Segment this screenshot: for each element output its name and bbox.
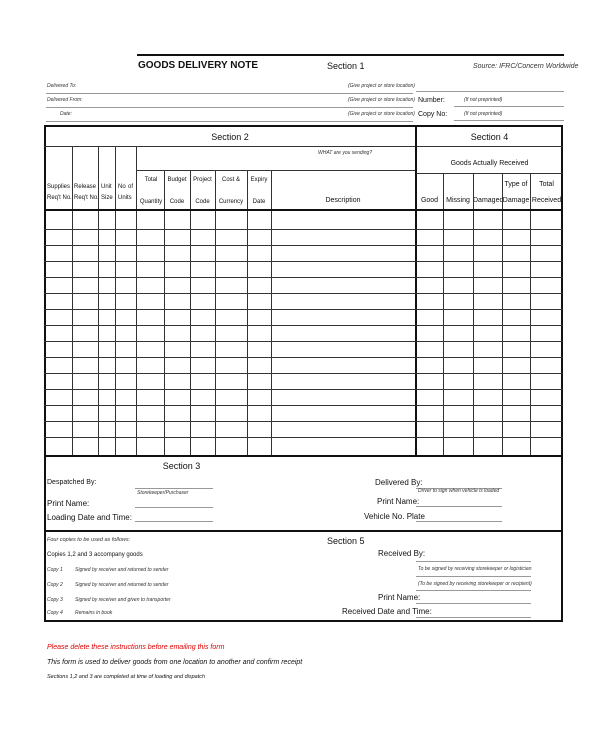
- table-row[interactable]: [44, 357, 563, 358]
- col-description: Description: [325, 197, 361, 204]
- copy4-label: Copy 4: [47, 610, 63, 616]
- receiving-rule2: [416, 590, 531, 591]
- four-copies-note: Four copies to be used as follows:: [47, 537, 131, 543]
- print-name-left-label: Print Name:: [47, 499, 90, 508]
- copy4-text: Remains in book: [75, 610, 113, 616]
- col-received: Received: [531, 197, 562, 204]
- table-bottom-rule: [44, 455, 563, 457]
- table-row[interactable]: [44, 341, 563, 342]
- col-size: Size: [101, 195, 113, 201]
- table-row[interactable]: [44, 325, 563, 326]
- delivered-from-label: Delivered From:: [47, 97, 83, 103]
- col-budget-code: Code: [169, 199, 185, 205]
- print-name-left-field[interactable]: [135, 507, 213, 508]
- delivered-to-label: Delivered To:: [47, 83, 77, 89]
- copyno-hint: (If not preprinted): [464, 111, 503, 117]
- vehicle-label: Vehicle No. Plate: [364, 512, 425, 521]
- col-line: [190, 170, 191, 455]
- col-line: [502, 173, 503, 455]
- receiving-hint: To be signed by receiving storekeeper or logistician: [418, 566, 532, 572]
- col-line: [98, 146, 99, 455]
- despatched-by-field[interactable]: [135, 488, 213, 489]
- completed-note: Sections 1,2 and 3 are completed at time of loading and dispatch: [47, 674, 206, 680]
- col-type: Type: [504, 181, 520, 188]
- title-rule: [137, 54, 564, 56]
- goods-received-rule: [416, 173, 563, 174]
- header-bottom-rule: [44, 209, 563, 211]
- section-header-rule: [44, 146, 563, 147]
- receiving-rule: [416, 576, 531, 577]
- col-units: Units: [118, 195, 132, 201]
- col-line: [271, 170, 272, 455]
- date-hint: (Give project or store location): [348, 111, 415, 117]
- despatched-by-label: Despatched By:: [47, 479, 97, 486]
- received-date-field[interactable]: [416, 617, 531, 618]
- print-name-s5-field[interactable]: [416, 603, 531, 604]
- red-note: Please delete these instructions before emailing this form: [47, 644, 225, 651]
- table-row[interactable]: [44, 309, 563, 310]
- col-date: Date: [252, 199, 266, 205]
- col-budget: Budget: [167, 177, 187, 183]
- date-field[interactable]: [46, 121, 413, 122]
- driver-hint: Driver to sign when vehicle is loaded: [418, 488, 500, 494]
- table-row[interactable]: [44, 389, 563, 390]
- col-line: [115, 146, 116, 455]
- col-quantity: Quantity: [139, 199, 163, 205]
- received-by-field[interactable]: [416, 561, 531, 562]
- col-currency: Currency: [218, 199, 244, 205]
- loading-label: Loading Date and Time:: [47, 513, 132, 522]
- copy1-text: Signed by receiver and returned to sender: [75, 567, 169, 573]
- date-label: Date:: [60, 111, 72, 117]
- col-line: [215, 170, 216, 455]
- col-no: No: [118, 184, 126, 190]
- receiving-hint2: (To be signed by receiving storekeeper or recipient): [418, 581, 532, 587]
- goods-received-label: Goods Actually Received: [450, 160, 529, 167]
- sub-header-rule: [136, 170, 415, 171]
- col-release2: Req't No.: [74, 195, 99, 201]
- storekeeper-hint: Storekeeper/Purchaser: [137, 490, 189, 496]
- col-of-damage: of: [521, 181, 528, 188]
- col-reqt: Req't No.: [47, 195, 72, 201]
- table-row[interactable]: [44, 261, 563, 262]
- col-line: [136, 146, 137, 455]
- print-name-s5-label: Print Name:: [378, 593, 421, 602]
- col-line: [247, 170, 248, 455]
- purpose-note: This form is used to deliver goods from one location to another and confirm receipt: [47, 659, 303, 666]
- number-hint: (If not preprinted): [464, 97, 503, 103]
- col-good: Good: [420, 197, 439, 204]
- copy2-label: Copy 2: [47, 582, 63, 588]
- col-total: Total: [144, 177, 158, 183]
- number-label: Number:: [418, 97, 445, 104]
- col-project-code: Code: [195, 199, 210, 205]
- table-row[interactable]: [44, 373, 563, 374]
- col-line: [473, 173, 474, 455]
- section1-label: Section 1: [327, 61, 365, 71]
- copyno-label: Copy No:: [418, 111, 448, 118]
- table-row[interactable]: [44, 437, 563, 438]
- table-row[interactable]: [44, 293, 563, 294]
- col-type-of: [502, 181, 530, 188]
- number-field[interactable]: [454, 106, 564, 107]
- received-date-label: Received Date and Time:: [342, 607, 432, 616]
- vehicle-field[interactable]: [416, 521, 502, 522]
- col-project: Project: [193, 177, 212, 183]
- table-row[interactable]: [44, 405, 563, 406]
- delivered-from-field[interactable]: [46, 107, 413, 108]
- received-by-label: Received By:: [378, 549, 426, 558]
- section5-label: Section 5: [327, 536, 365, 546]
- section3-label: Section 3: [162, 461, 201, 471]
- col-damage: Damage: [502, 197, 530, 204]
- table-row[interactable]: [44, 245, 563, 246]
- col-line: [72, 146, 73, 455]
- table-row[interactable]: [44, 229, 563, 230]
- col-line: [530, 173, 531, 455]
- copies-accompany-note: Copies 1,2 and 3 accompany goods: [47, 552, 143, 558]
- col-line: [164, 170, 165, 455]
- loading-field[interactable]: [135, 521, 213, 522]
- print-name-right-field[interactable]: [416, 506, 502, 507]
- col-damaged: Damaged: [473, 197, 504, 204]
- print-name-right-label: Print Name:: [377, 497, 420, 506]
- col-cost: Cost &: [221, 177, 240, 183]
- table-row[interactable]: [44, 277, 563, 278]
- source-rule: [416, 91, 564, 92]
- col-of: of: [128, 184, 134, 190]
- copy3-label: Copy 3: [47, 597, 63, 603]
- page-title: GOODS DELIVERY NOTE: [138, 60, 259, 71]
- section4-label: Section 4: [470, 132, 509, 142]
- copy2-text: Signed by receiver and returned to sender: [75, 582, 169, 588]
- col-release: Release: [74, 184, 97, 190]
- col-expiry: Expiry: [250, 177, 268, 183]
- col-unit: Unit: [101, 184, 112, 190]
- copy1-label: Copy 1: [47, 567, 63, 573]
- copyno-field[interactable]: [454, 120, 564, 121]
- copy3-text: Signed by receiver and given to transporter: [75, 597, 171, 603]
- col-total-r: Total: [539, 181, 554, 188]
- source-note: Source: IFRC/Concern Worldwide: [473, 63, 579, 70]
- col-supplies: Supplies: [47, 184, 71, 190]
- delivered-to-field[interactable]: [46, 93, 413, 94]
- table-row[interactable]: [44, 421, 563, 422]
- what-hint: WHAT are you sending?: [318, 150, 373, 156]
- delivered-from-hint: (Give project or store location): [348, 97, 415, 103]
- section3-bottom-rule: [44, 530, 563, 532]
- delivered-by-label: Delivered By:: [375, 478, 423, 487]
- col-line: [443, 173, 444, 455]
- delivered-to-hint: (Give project or store location): [348, 83, 415, 89]
- section2-label: Section 2: [211, 132, 249, 142]
- col-missing: Missing: [446, 197, 470, 204]
